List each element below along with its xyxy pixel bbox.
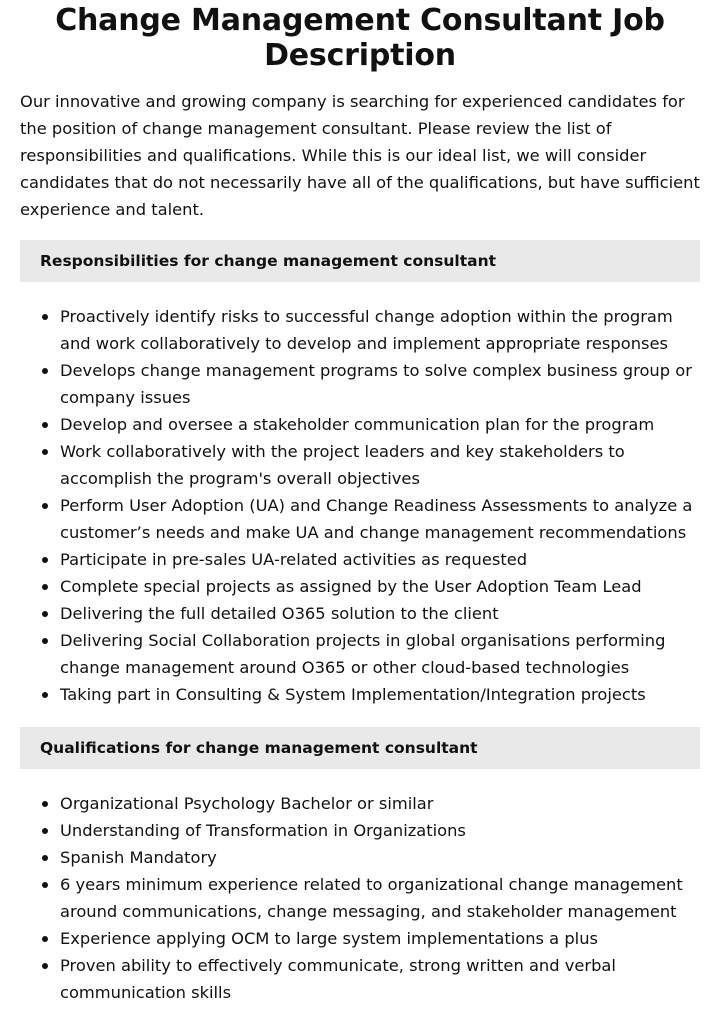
responsibility-item: Delivering the full detailed O365 solution to the client: [20, 600, 700, 627]
qualification-item: Organizational Psychology Bachelor or similar: [20, 790, 700, 817]
page-title: Change Management Consultant Job Description: [55, 3, 665, 73]
responsibilities-header: [20, 240, 700, 282]
responsibility-item: Work collaboratively with the project leaders and key stakeholders to accomplish the program's overall objectives: [20, 438, 700, 492]
responsibility-item: Participate in pre-sales UA-related activities as requested: [20, 546, 700, 573]
qualification-item: Proven ability to effectively communicate, strong written and verbal communication skills: [20, 952, 700, 1006]
responsibilities-heading: Responsibilities for change management consultant: [40, 252, 497, 270]
responsibility-item: Develop and oversee a stakeholder communication plan for the program: [20, 411, 700, 438]
responsibility-item: Delivering Social Collaboration projects in global organisations performing change management around O365 or other cloud-based technologies: [20, 627, 700, 681]
qualification-item: 6 years minimum experience related to organizational change management around communications, change messaging, and stakeholder management: [20, 871, 700, 925]
intro-paragraph: Our innovative and growing company is searching for experienced candidates for the position of change management consultant. Please review the list of responsibilities and qualifications. While this is our ideal list, we will consider candidates that do not necessarily have all of the qualifications, but have sufficient experience and talent.: [20, 92, 700, 219]
responsibility-item: Proactively identify risks to successful change adoption within the program and work collaboratively to develop and implement appropriate responses: [20, 303, 700, 357]
qualifications-list: [20, 790, 700, 1006]
responsibilities-list: [20, 303, 700, 708]
qualification-item: Spanish Mandatory: [20, 844, 700, 871]
qualifications-header: [20, 727, 700, 769]
responsibility-item: Perform User Adoption (UA) and Change Readiness Assessments to analyze a customer’s needs and make UA and change management recommendations: [20, 492, 700, 546]
responsibility-item: Develops change management programs to solve complex business group or company issues: [20, 357, 700, 411]
responsibility-item: Taking part in Consulting & System Implementation/Integration projects: [20, 681, 700, 708]
qualification-item: Experience applying OCM to large system implementations a plus: [20, 925, 700, 952]
responsibility-item: Complete special projects as assigned by the User Adoption Team Lead: [20, 573, 700, 600]
qualification-item: Understanding of Transformation in Organizations: [20, 817, 700, 844]
qualifications-heading: Qualifications for change management consultant: [40, 739, 478, 757]
